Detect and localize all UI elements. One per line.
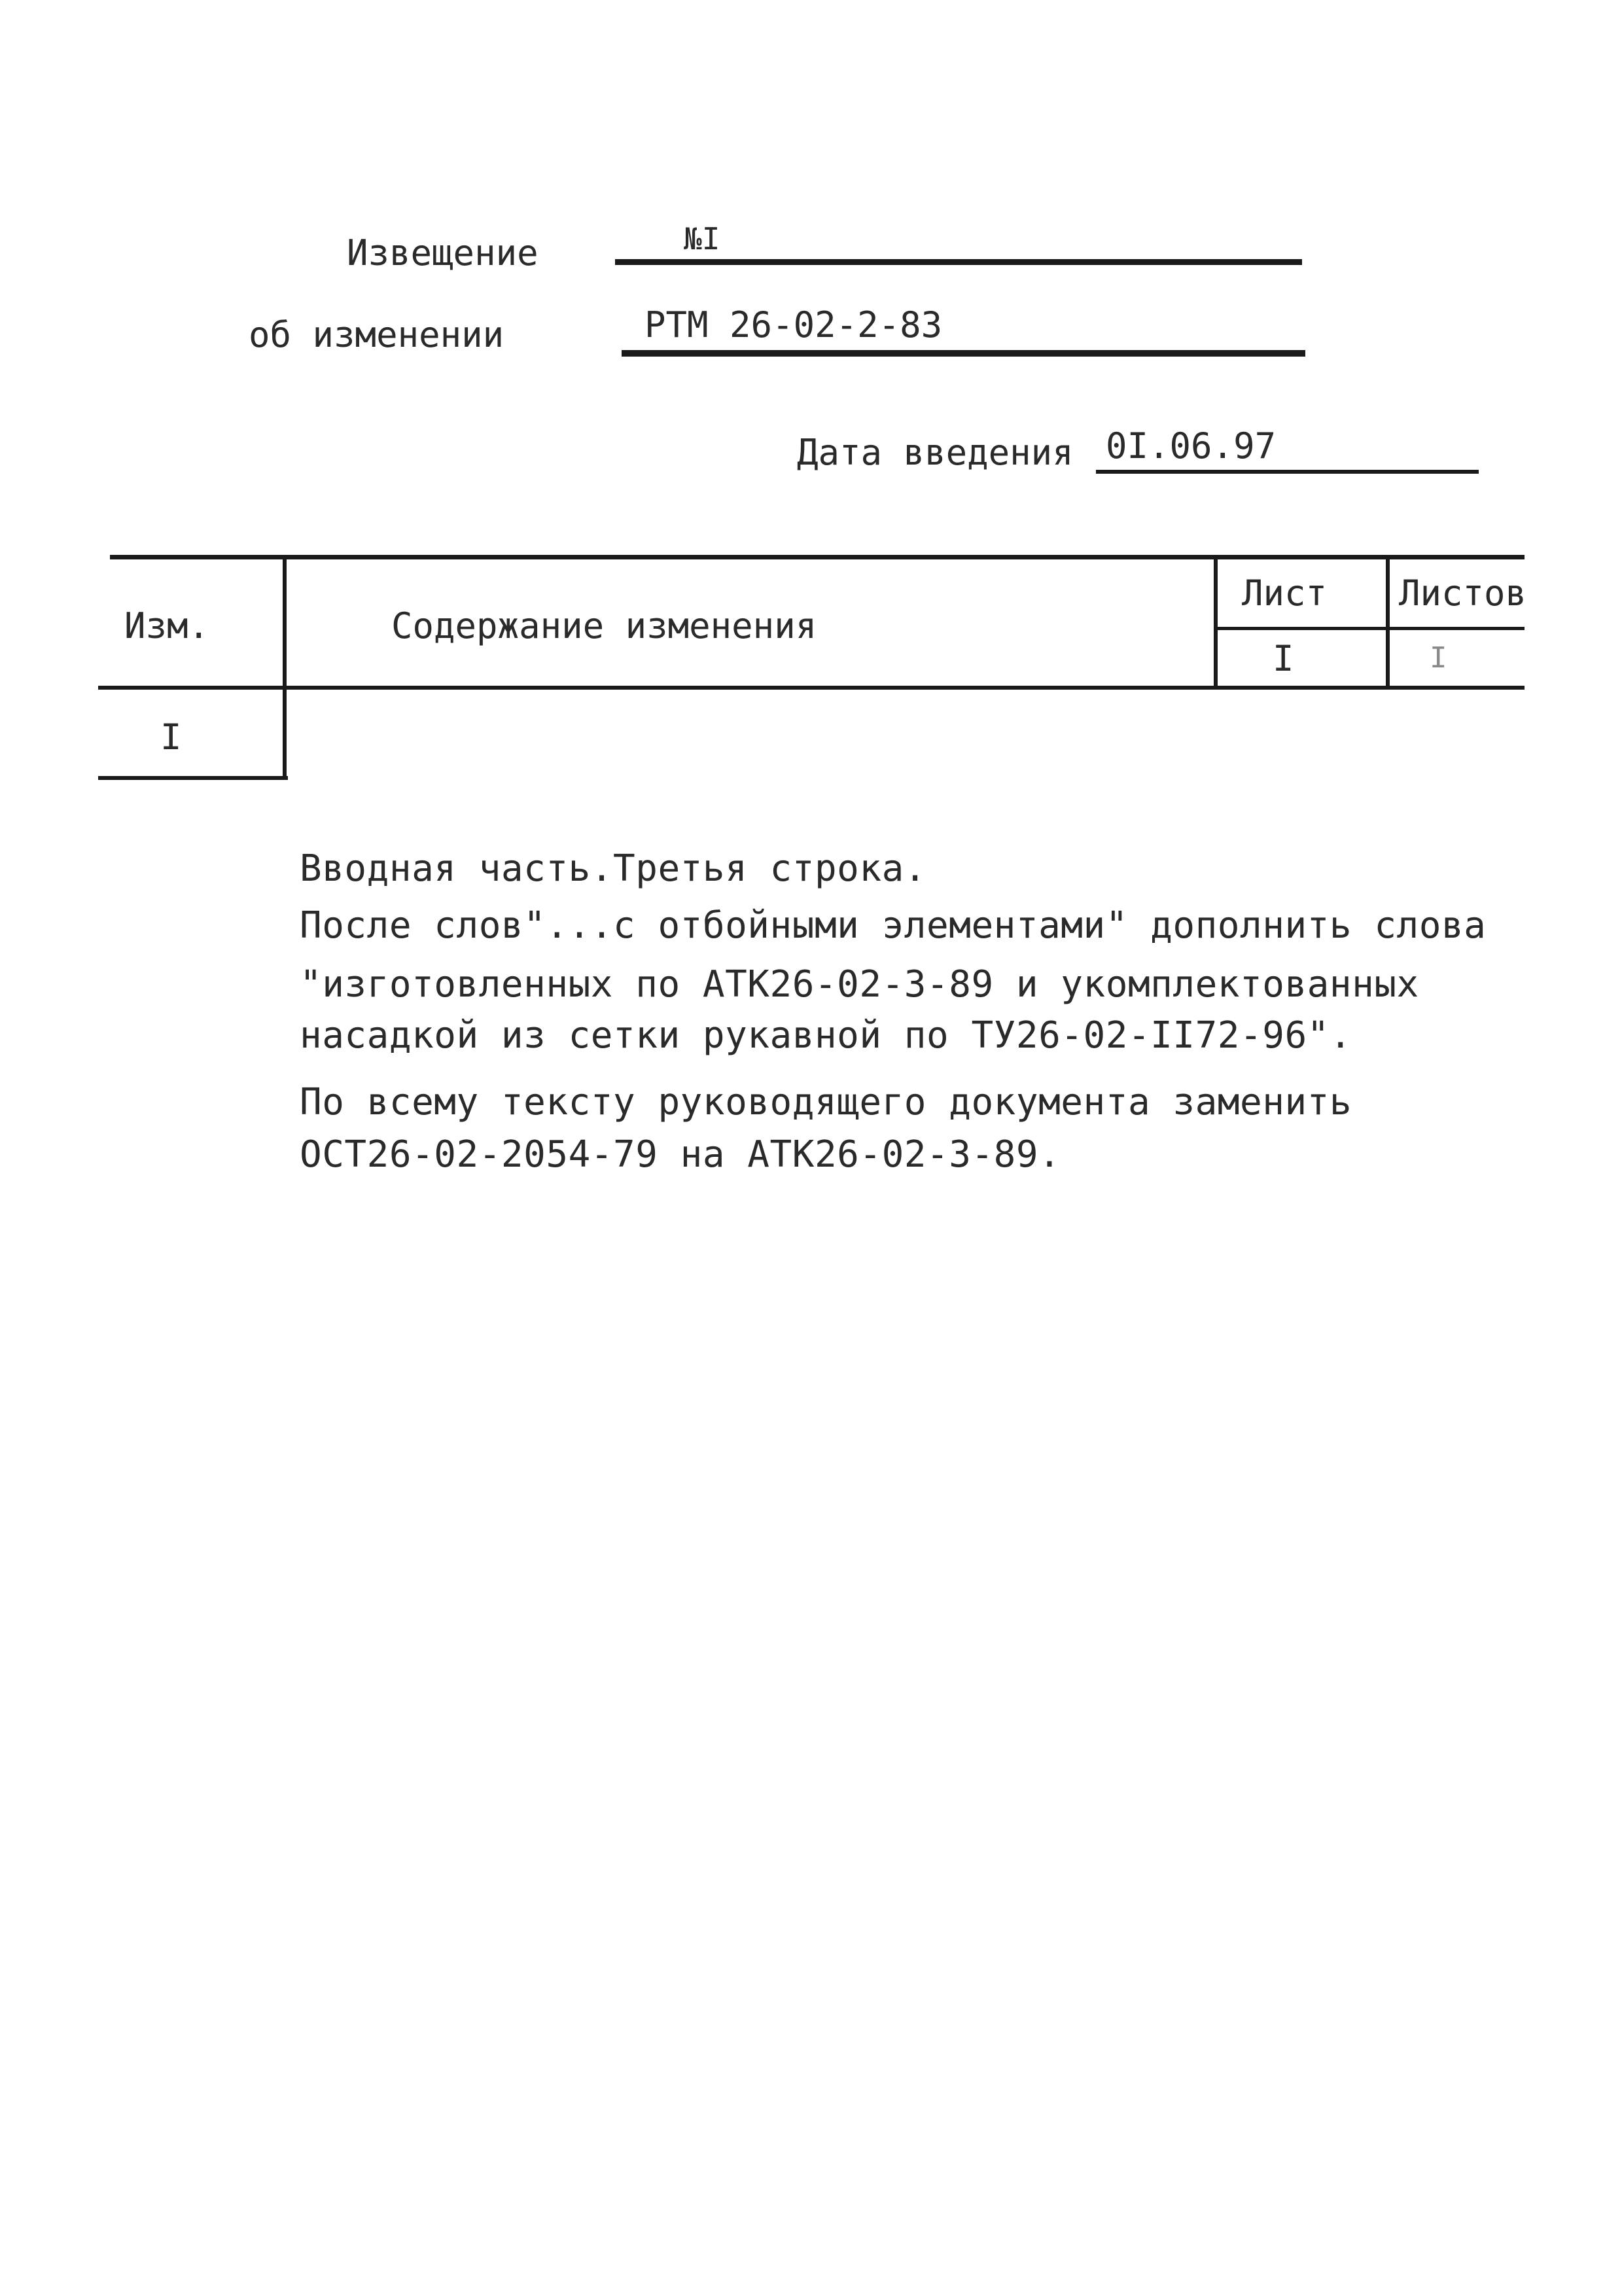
sheet-value: I xyxy=(1273,638,1294,679)
change-number: I xyxy=(160,716,182,758)
col-change-header: Изм. xyxy=(124,605,210,646)
content-line-3: "изготовленных по АТК26-02-3-89 и укомплектованных xyxy=(300,963,1419,1006)
notice-number: №I xyxy=(684,221,720,256)
sheets-value: I xyxy=(1430,641,1447,675)
date-value: 0I.06.97 xyxy=(1106,425,1277,467)
notice-label-line1: Извещение xyxy=(347,232,538,274)
document-code: РТМ 26-02-2-83 xyxy=(644,304,943,345)
table-col-divider-2 xyxy=(1214,557,1218,688)
table-top-border xyxy=(110,555,1525,559)
content-line-2: После слов"...с отбойными элементами" дополнить слова xyxy=(300,904,1487,947)
content-line-4: насадкой из сетки рукавной по ТУ26-02-II72-96". xyxy=(300,1014,1352,1057)
sheet-cell-divider xyxy=(1216,627,1525,630)
col-sheet-header: Лист xyxy=(1242,573,1328,614)
content-line-6: ОСТ26-02-2054-79 на АТК26-02-3-89. xyxy=(300,1133,1061,1176)
col-content-header: Содержание изменения xyxy=(391,605,817,646)
date-underline xyxy=(1096,470,1479,474)
table-header-bottom-border xyxy=(98,686,1525,690)
date-label: Дата введения xyxy=(797,432,1074,473)
content-line-1: Вводная часть.Третья строка. xyxy=(300,847,927,890)
table-col-divider-3 xyxy=(1386,557,1390,688)
table-change-cell-bottom xyxy=(98,776,288,780)
col-sheets-header: Листов xyxy=(1399,573,1527,614)
document-code-underline xyxy=(622,350,1305,357)
table-col-divider-1 xyxy=(283,557,287,780)
notice-number-underline xyxy=(615,259,1302,265)
content-line-5: По всему тексту руководящего документа заменить xyxy=(300,1081,1352,1123)
notice-label-line2: об изменении xyxy=(249,314,504,355)
